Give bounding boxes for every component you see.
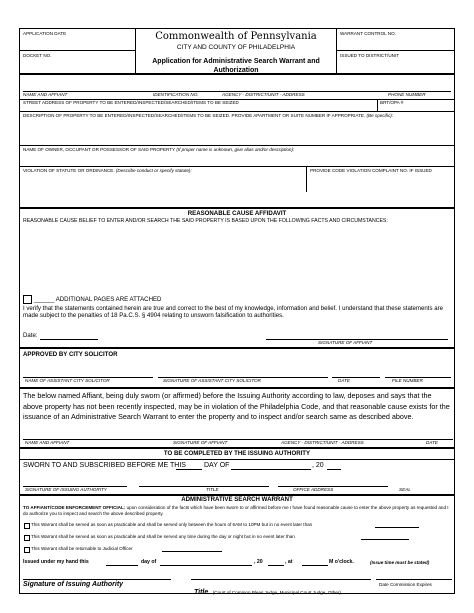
header-left-divider: [20, 50, 135, 51]
complaint-no-field[interactable]: [310, 175, 452, 191]
sworn-year-label: , 20: [312, 462, 324, 469]
final-signature-field[interactable]: [23, 569, 171, 579]
option2-text: This Warrant shall be served as soon as practicable and shall be served any time during the day or night but in no event later than: [31, 534, 295, 539]
solicitor-signature-field[interactable]: [158, 367, 328, 377]
violation-hint: (Describe conduct or specify statute):: [115, 168, 192, 173]
affiant-agency-label: AGENCY - DISTRICT/UNIT - ADDRESS: [222, 92, 305, 97]
sworn-subscribed-text-a: SWORN TO AND SUBSCRIBED BEFORE ME THIS: [23, 462, 186, 469]
header-divider-right: [336, 29, 337, 73]
description-row-top: [20, 111, 455, 112]
issued-time-field[interactable]: [302, 558, 328, 565]
owner-row-top: [20, 145, 455, 146]
option3-text: This Warrant shall be returnable to Judicial Officer: [31, 546, 133, 551]
violation-field[interactable]: [23, 175, 303, 191]
option1-checkbox[interactable]: [24, 523, 30, 529]
solicitor-date-label: DATE: [338, 378, 350, 383]
sworn-month-underline: [231, 469, 311, 470]
warrant-to-paragraph: [23, 505, 453, 516]
issued-year-label: , 20: [254, 559, 263, 565]
complaint-no-label: PROVIDE CODE VIOLATION COMPLAINT NO. IF ISSUED: [310, 168, 432, 173]
issued-year-underline: [268, 565, 284, 566]
affiant-entry-field[interactable]: [23, 78, 451, 90]
solicitor-name-field[interactable]: [23, 367, 153, 377]
issued-to-label: ISSUED TO DISTRICT/UNIT: [340, 53, 400, 58]
docket-no-label: DOCKET NO.: [23, 53, 52, 58]
solicitor-file-field[interactable]: [385, 367, 451, 377]
issuing-title-label: TITLE: [206, 487, 219, 492]
docket-no-field[interactable]: [23, 59, 131, 71]
affidavit-heading: REASONABLE CAUSE AFFIDAVIT: [187, 210, 287, 217]
owner-label: [23, 147, 294, 153]
verification-text: I verify that the statements contained herein are true and correct to the best of my knowledge, information and belief. I understand that these statements are made subject to the penalties of 18 Pa.C.S. § 4904 relating to unsworn falsification to authorities.: [23, 305, 444, 320]
issuing-heading: TO BE COMPLETED BY THE ISSUING AUTHORITY: [163, 450, 311, 457]
additional-pages-checkbox[interactable]: [23, 295, 32, 304]
final-signature-label: Signature of Issuing Authority: [23, 581, 124, 588]
city-county-title: CITY AND COUNTY OF PHILADELPHIA: [176, 44, 296, 51]
owner-field[interactable]: [23, 154, 451, 165]
issued-oclock-label: M o'clock.: [329, 559, 354, 565]
solicitor-date-field[interactable]: [332, 367, 380, 377]
application-date-label: APPLICATION DATE: [23, 31, 67, 36]
description-label: [23, 113, 393, 119]
form-title: Application for Administrative Search Warrant and Authorization: [152, 58, 320, 74]
affiant-signature-label: SIGNATURE OF AFFIANT: [318, 340, 373, 345]
final-title-field[interactable]: [191, 569, 371, 579]
issuing-signature-field[interactable]: [23, 477, 127, 486]
issued-year-field[interactable]: [268, 558, 284, 565]
sworn-day-underline: [176, 469, 202, 470]
sworn-day-of-label: DAY OF: [204, 462, 230, 469]
issuing-heading-rule: [20, 459, 455, 460]
sworn-underline: [23, 439, 453, 440]
option2-date-field[interactable]: [361, 533, 409, 539]
header-right-divider: [336, 50, 455, 51]
affiant-name-label: NAME AND AFFIANT: [23, 92, 68, 97]
description-label-text: DESCRIPTION OF PROPERTY TO BE ENTERED/INSPECTED/SEARCHED/ITEMS TO BE SEIZED. PROVIDE APARTMENT OR SUITE NUMBER IF APPROPRIATE.: [23, 113, 366, 118]
final-expires-field[interactable]: [376, 569, 452, 579]
violation-divider: [306, 166, 307, 192]
affidavit-facts-field[interactable]: [23, 227, 455, 297]
sworn-subscribed-line: [23, 461, 186, 470]
affidavit-intro: REASONABLE CAUSE BELIEF TO ENTER AND/OR SEARCH THE SAID PROPERTY IS BASED UPON THE FOLLOWING FACTS AND CIRCUMSTANCES:: [23, 218, 388, 224]
warrant-application-form: [19, 28, 455, 594]
issued-day-of-label: day of: [141, 559, 157, 565]
issuing-signature-label: SIGNATURE OF ISSUING AUTHORITY: [25, 487, 107, 492]
option3-officer-field[interactable]: [162, 545, 222, 551]
issued-at-label: , at: [285, 559, 293, 565]
sworn-month-field[interactable]: [231, 461, 311, 469]
description-hint: (Be specific):: [366, 113, 394, 118]
issuing-top-rule: [20, 447, 454, 449]
issued-month-underline: [160, 565, 252, 566]
brt-divider: [377, 99, 378, 111]
additional-pages-label: ______ ADDITIONAL PAGES ARE ATTACHED: [34, 296, 162, 303]
option2-date-underline: [361, 539, 409, 540]
solicitor-top-rule: [20, 347, 454, 349]
street-address-label: STREET ADDRESS OF PROPERTY TO BE ENTERED/INSPECTED/SEARCHED/ITEMS TO BE SEIZED: [23, 100, 239, 105]
affidavit-top-rule: [20, 207, 454, 209]
warrant-heading: ADMINISTRATIVE SEARCH WARRANT: [181, 496, 293, 503]
final-title-label: [194, 581, 341, 599]
header-bottom-rule: [20, 73, 454, 75]
sworn-date-label: DATE: [426, 440, 438, 445]
sworn-paragraph: The below named Affiant, being duly sworn (or affirmed) before the Issuing Authority according to law, deposes and says that the above property has not been recently inspected, may be in violation of the Philadelphia Code, and that reasonable cause exists for the issuance of an Administrative Search Warrant to enter the property and to inspect and/or search same as described above.: [23, 391, 450, 421]
warrant-to-text: upon consideration of the facts which have been sworn to or affirmed before me I have found reasonable cause to enter the above property as requested and I do authorize you to inspect and search the above described property.: [23, 505, 449, 516]
owner-hint: (If proper name is unknown, give alias and/or description):: [176, 147, 295, 152]
sworn-top-rule: [20, 387, 454, 389]
issuing-title-field[interactable]: [139, 477, 269, 486]
option3-checkbox[interactable]: [24, 547, 30, 553]
solicitor-name-label: NAME OF ASSISTANT CITY SOLICITOR: [25, 378, 110, 383]
issue-time-note: (Issue time must be stated): [370, 560, 430, 565]
issued-day-underline: [106, 565, 138, 566]
affiant-id-label: IDENTIFICATION NO.: [153, 92, 199, 97]
solicitor-heading: APPROVED BY CITY SOLICITOR: [23, 351, 118, 358]
sworn-affiant-field[interactable]: [23, 429, 453, 439]
final-title-word: Title: [194, 589, 209, 596]
option2-checkbox[interactable]: [24, 535, 30, 541]
warrant-control-field[interactable]: [340, 37, 452, 48]
violation-label-text: VIOLATION OF STATUTE OR ORDINANCE.: [23, 168, 115, 173]
date-underline: [40, 339, 98, 340]
solicitor-signature-label: SIGNATURE OF ASSISTANT CITY SOLICITOR: [163, 378, 261, 383]
final-title-hint: (Court of Common Pleas Judge, Municipal Court Judge, Other): [212, 590, 341, 595]
affiant-signature-field[interactable]: [266, 330, 448, 339]
sworn-signature-label: SIGNATURE OF AFFIANT: [173, 440, 228, 445]
final-signature-underline: [23, 579, 171, 580]
final-expires-label: Date Commission Expires: [379, 582, 432, 587]
warrant-control-label: WARRANT CONTROL NO.: [340, 31, 396, 36]
description-field[interactable]: [23, 120, 451, 144]
sworn-name-label: NAME AND AFFIANT: [25, 440, 70, 445]
affiant-phone-label: PHONE NUMBER: [388, 92, 426, 97]
owner-label-text: NAME OF OWNER, OCCUPANT OR POSSESSOR OF SAID PROPERTY: [23, 147, 176, 152]
issued-under-label: Issued under my hand this: [23, 559, 89, 565]
issued-day-field[interactable]: [106, 558, 138, 565]
issued-to-field[interactable]: [340, 59, 452, 71]
seal-label: SEAL: [399, 487, 411, 492]
date-label: Date:: [23, 332, 38, 339]
option1-date-underline: [375, 527, 419, 528]
sworn-day-field[interactable]: [176, 461, 202, 469]
option1-date-field[interactable]: [375, 521, 419, 527]
application-date-field[interactable]: [23, 37, 131, 48]
affidavit-date-field[interactable]: [40, 331, 98, 339]
final-title-underline: [191, 579, 371, 580]
brt-opa-label: BRT/OPA #: [380, 100, 404, 105]
violation-label: [23, 168, 192, 174]
sworn-year-underline: [327, 469, 341, 470]
commonwealth-title: Commonwealth of Pennsylvania: [155, 31, 317, 42]
issuing-title-underline: [139, 486, 269, 487]
final-expires-underline: [376, 579, 452, 580]
violation-row-top: [20, 166, 455, 167]
issuing-office-field[interactable]: [278, 477, 388, 486]
solicitor-file-label: FILE NUMBER: [392, 378, 423, 383]
option3-officer-underline: [162, 551, 222, 552]
issued-month-field[interactable]: [160, 558, 252, 565]
issued-time-underline: [302, 565, 328, 566]
issuing-office-label: OFFICE ADDRESS: [293, 487, 334, 492]
sworn-year-field[interactable]: [327, 461, 341, 469]
sworn-agency-label: AGENCY - DISTRICT/UNIT - ADDRESS: [281, 440, 364, 445]
warrant-to-label: TO AFFIANT/CODE ENFORCEMENT OFFICIAL:: [23, 505, 126, 510]
option1-text: This Warrant shall be served as soon as practicable and shall be served only between the hours of 6AM to 10PM but in no event later than: [31, 522, 313, 527]
